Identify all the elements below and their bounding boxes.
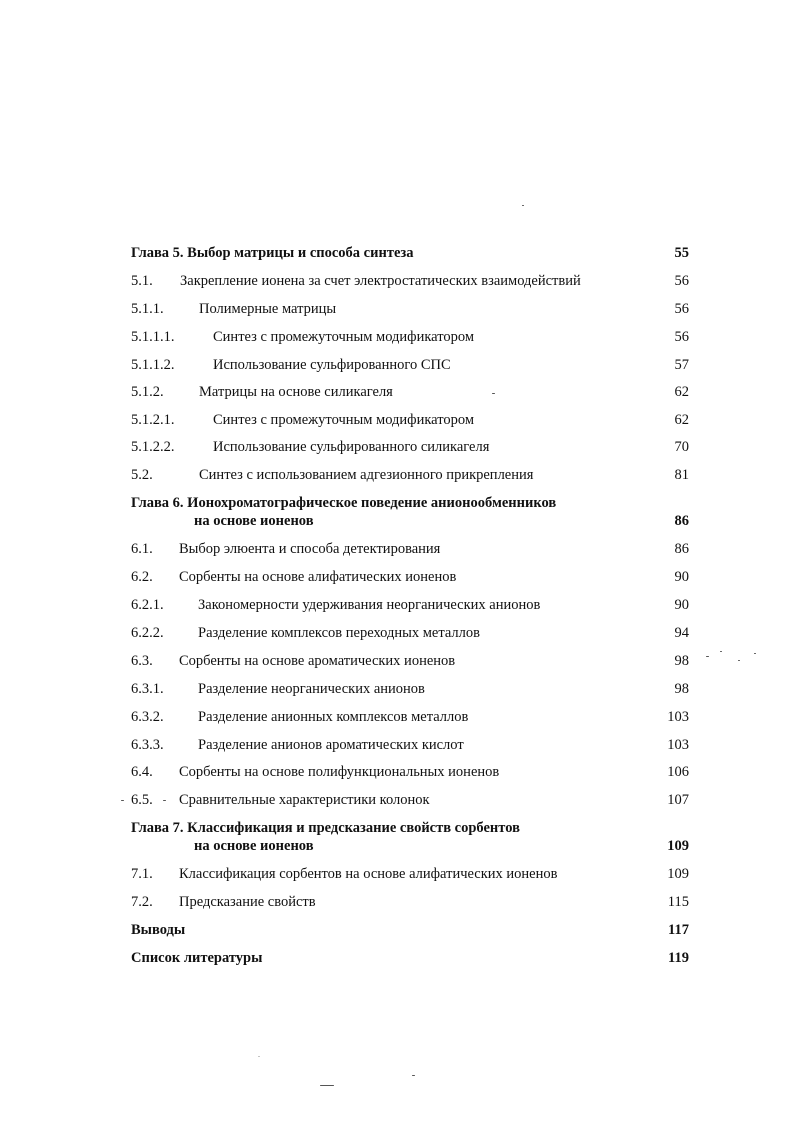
- toc-entry-title: Сравнительные характеристики колонок: [179, 792, 430, 808]
- toc-entry-number: 5.1.2.2.: [131, 439, 175, 455]
- toc-entry-page: 98: [674, 653, 689, 669]
- toc-entry-title: Выводы: [131, 922, 186, 938]
- toc-entry-page: 62: [674, 384, 689, 400]
- toc-entry-title: Разделение неорганических анионов: [198, 681, 425, 697]
- toc-entry-number: 7.2.: [131, 894, 153, 910]
- toc-entry-title: Сорбенты на основе ароматических ионенов: [179, 653, 456, 669]
- scan-speck: [258, 1056, 260, 1057]
- toc-entry-title: Синтез с использованием адгезионного прикрепления: [199, 467, 534, 483]
- toc-entry-number: 6.5.: [131, 792, 153, 808]
- toc-entry-page: 98: [674, 681, 689, 697]
- toc-entry-number: 6.3.2.: [131, 709, 164, 725]
- toc-entry-title: Разделение комплексов переходных металлов: [198, 625, 480, 641]
- scan-speck: [121, 800, 124, 801]
- toc-entry-number: 6.3.1.: [131, 681, 164, 697]
- toc-entry-page: 94: [674, 625, 689, 641]
- toc-entry-page: 109: [667, 866, 689, 882]
- toc-entry-number: 7.1.: [131, 866, 153, 882]
- toc-entry-title-continuation: на основе ионенов: [194, 838, 314, 854]
- toc-entry-title: Сорбенты на основе алифатических ионенов: [179, 569, 457, 585]
- toc-entry-title: Глава 6. Ионохроматографическое поведение анионообменников: [131, 495, 557, 511]
- toc-entry-title: Глава 7. Классификация и предсказание свойств сорбентов: [131, 820, 520, 836]
- toc-entry-page: 109: [667, 838, 689, 854]
- toc-entry-page: 70: [674, 439, 689, 455]
- toc-entry-title: Полимерные матрицы: [199, 301, 337, 317]
- scan-speck: [754, 653, 756, 654]
- toc-entry-page: 115: [667, 894, 689, 910]
- toc-entry-page: 57: [674, 357, 689, 373]
- toc-entry-title: Закрепление ионена за счет электростатических взаимодействий: [180, 273, 581, 289]
- toc-entry-number: 5.1.1.: [131, 301, 164, 317]
- scan-speck: [522, 205, 524, 206]
- toc-entry-title: Использование сульфированного СПС: [213, 357, 451, 373]
- toc-entry-title: Разделение анионов ароматических кислот: [198, 737, 464, 753]
- toc-entry-title: Классификация сорбентов на основе алифатических ионенов: [179, 866, 558, 882]
- toc-entry-title: Сорбенты на основе полифункциональных ионенов: [179, 764, 500, 780]
- toc-entry-number: 5.1.1.1.: [131, 329, 175, 345]
- toc-entry-number: 5.2.: [131, 467, 153, 483]
- toc-entry-number: 6.2.2.: [131, 625, 164, 641]
- toc-entry-page: 106: [667, 764, 689, 780]
- scan-speck: [163, 800, 166, 801]
- toc-entry-title: Глава 5. Выбор матрицы и способа синтеза: [131, 245, 414, 261]
- toc-entry-number: 5.1.2.: [131, 384, 164, 400]
- toc-entry-page: 119: [668, 950, 689, 966]
- scan-speck: [492, 393, 495, 394]
- toc-entry-page: 90: [674, 569, 689, 585]
- toc-entry-page: 56: [674, 301, 689, 317]
- toc-entry-title: Выбор элюента и способа детектирования: [179, 541, 441, 557]
- toc-entry-page: 62: [674, 412, 689, 428]
- toc-entry-title: Синтез с промежуточным модификатором: [213, 412, 475, 428]
- toc-entry-page: 56: [674, 329, 689, 345]
- toc-entry-page: 90: [674, 597, 689, 613]
- toc-entry-title: Использование сульфированного силикагеля: [213, 439, 490, 455]
- toc-entry-number: 6.3.3.: [131, 737, 164, 753]
- toc-entry-page: 55: [674, 245, 689, 261]
- toc-entry-title: Матрицы на основе силикагеля: [199, 384, 393, 400]
- toc-entry-number: 6.2.: [131, 569, 153, 585]
- toc-entry-number: 5.1.: [131, 273, 153, 289]
- toc-entry-number: 5.1.2.1.: [131, 412, 175, 428]
- toc-entry-number: 6.4.: [131, 764, 153, 780]
- toc-entry-page: 107: [667, 792, 689, 808]
- toc-entry-page: 86: [674, 541, 689, 557]
- toc-entry-number: 6.3.: [131, 653, 153, 669]
- scan-speck: [720, 651, 722, 652]
- toc-entry-page: 103: [667, 737, 689, 753]
- toc-entry-page: 81: [674, 467, 689, 483]
- toc-entry-number: 6.2.1.: [131, 597, 164, 613]
- scan-speck: [738, 660, 740, 661]
- toc-entry-page: 86: [674, 513, 689, 529]
- toc-entry-title: Закономерности удерживания неорганических анионов: [198, 597, 541, 613]
- toc-entry-title-continuation: на основе ионенов: [194, 513, 314, 529]
- toc-entry-page: 103: [667, 709, 689, 725]
- scan-speck: [320, 1085, 334, 1086]
- toc-entry-number: 6.1.: [131, 541, 153, 557]
- toc-entry-title: Синтез с промежуточным модификатором: [213, 329, 475, 345]
- toc-entry-number: 5.1.1.2.: [131, 357, 175, 373]
- toc-entry-page: 117: [668, 922, 689, 938]
- toc-entry-title: Список литературы: [131, 950, 263, 966]
- scan-speck: [706, 656, 709, 657]
- scan-speck: [412, 1075, 415, 1076]
- toc-entry-page: 56: [674, 273, 689, 289]
- toc-entry-title: Предсказание свойств: [179, 894, 316, 910]
- toc-entry-title: Разделение анионных комплексов металлов: [198, 709, 469, 725]
